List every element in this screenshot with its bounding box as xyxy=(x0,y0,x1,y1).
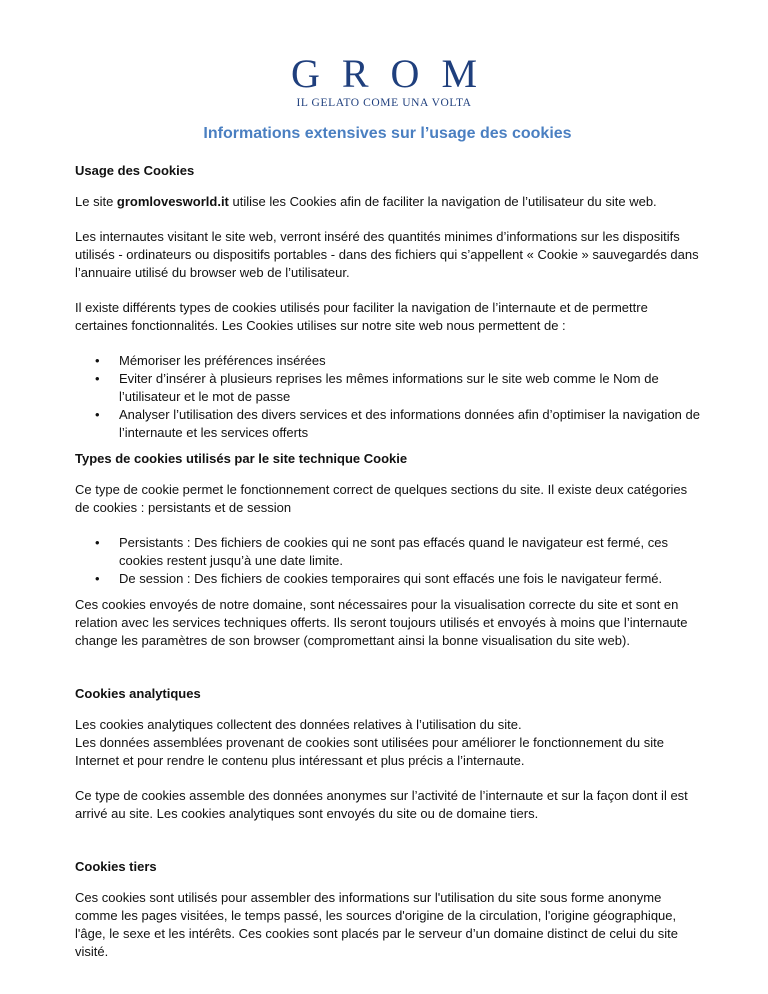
text-prefix: Le site xyxy=(75,194,117,209)
paragraph-analytics-collect xyxy=(75,716,700,770)
section-heading-types: Types de cookies utilisés par le site technique Cookie xyxy=(75,451,408,466)
analytics-line-2: Les données assemblées provenant de cookies sont utilisées pour améliorer le fonctionnement du site Internet et pour rendre le contenu plus intéressant et plus précis a l’internaute. xyxy=(75,735,664,768)
paragraph-types-intro: Ce type de cookie permet le fonctionnement correct de quelques sections du site. Il existe deux catégories de cookies : persistants et de session xyxy=(75,482,688,515)
logo-tagline: IL GELATO COME UNA VOLTA xyxy=(296,97,472,109)
paragraph-usage-intro xyxy=(75,193,700,211)
types-bullet-list xyxy=(75,534,700,588)
list-item: • De session : Des fichiers de cookies temporaires qui sont effacés une fois le navigateur fermé. xyxy=(119,570,700,588)
list-item: • Eviter d’insérer à plusieurs reprises les mêmes informations sur le site web comme le Nom de l’utilisateur et le mot de passe xyxy=(119,370,700,406)
section-heading-third-party: Cookies tiers xyxy=(75,859,157,874)
grom-logo xyxy=(0,52,768,109)
text-suffix: utilise les Cookies afin de faciliter la navigation de l’utilisateur du site web. xyxy=(228,194,657,209)
analytics-line-1: Les cookies analytiques collectent des données relatives à l’utilisation du site. xyxy=(75,717,522,732)
paragraph-analytics-anonymous: Ce type de cookies assemble des données anonymes sur l’activité de l’internaute et sur la façon dont il est arrivé au site. Les cookies analytiques sont envoyés du site ou de domaine tiers. xyxy=(75,788,688,821)
list-item: • Mémoriser les préférences insérées xyxy=(119,352,700,370)
spacer xyxy=(75,840,700,858)
list-item: • Persistants : Des fichiers de cookies qui ne sont pas effacés quand le navigateur est fermé, ces cookies restent jusqu’à une date limite. xyxy=(119,534,700,570)
section-heading-usage: Usage des Cookies xyxy=(75,163,195,178)
usage-bullet-list xyxy=(75,352,700,442)
document-body xyxy=(75,124,700,978)
paragraph-usage-visitors: Les internautes visitant le site web, verront inséré des quantités minimes d’informations sur les dispositifs utilisés - ordinateurs ou dispositifs portables - dans des fichiers qui s’appellent « Cookie » sauvegardés dans l’annuaire utilisé du browser web de l’utilisateur. xyxy=(75,229,699,280)
paragraph-usage-types: Il existe différents types de cookies utilisés pour faciliter la navigation de l’internaute et de permettre certaines fonctionnalités. Les Cookies utilises sur notre site web nous permettent de : xyxy=(75,300,648,333)
list-item: • Analyser l’utilisation des divers services et des informations données afin d’optimiser la navigation de l’internaute et les services offerts xyxy=(119,406,700,442)
spacer xyxy=(75,667,700,685)
document-title: Informations extensives sur l’usage des cookies xyxy=(203,125,572,142)
paragraph-types-domain: Ces cookies envoyés de notre domaine, sont nécessaires pour la visualisation correcte du site et sont en relation avec les services techniques offerts. Ils seront toujours utilisés et envoyés à moins que l’internaute change les paramètres de son browser (compromettant ainsi la bonne visualisation du site web). xyxy=(75,597,688,648)
paragraph-third-party: Ces cookies sont utilisés pour assembler des informations sur l'utilisation du site sous forme anonyme comme les pages visitées, le temps passé, les sources d'origine de la circulation, l'origine géographique, l'âge, le sexe et les intérêts. Ces cookies sont placés par le serveur d’un domaine distinct de celui du site visité. xyxy=(75,890,678,959)
section-heading-analytics: Cookies analytiques xyxy=(75,686,201,701)
site-name: gromlovesworld.it xyxy=(116,194,229,209)
logo-wordmark: GROM xyxy=(290,51,500,96)
